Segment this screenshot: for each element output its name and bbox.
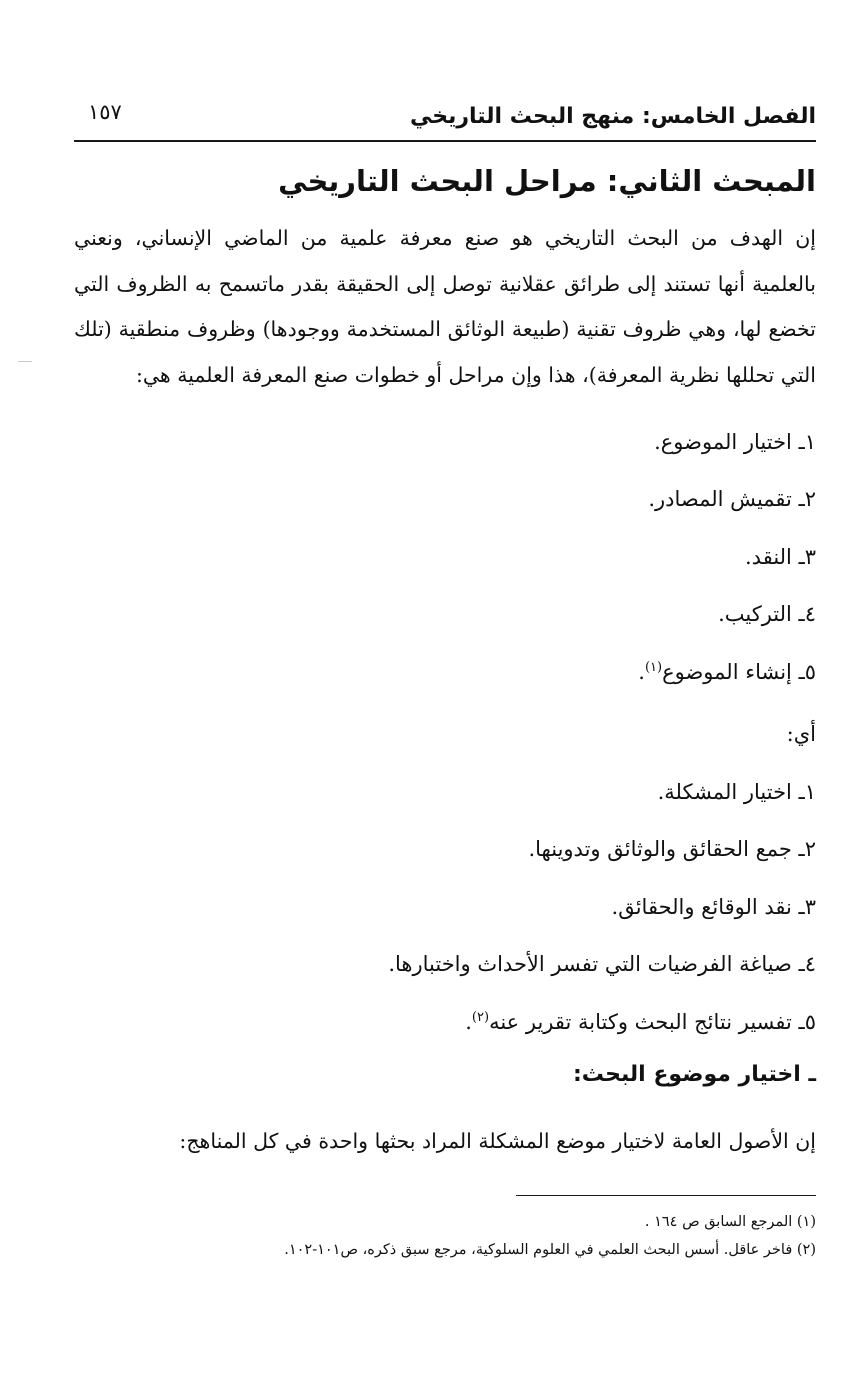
steps-list-primary (74, 414, 816, 701)
footnote: (٢) فاخر عاقل. أسس البحث العلمي في العلوم السلوكية، مرجع سبق ذكره، ص١٠١-١٠٢. (284, 1242, 816, 1258)
list-item: ٢ـ جمع الحقائق والوثائق وتدوينها. (528, 837, 816, 862)
list-item: ٣ـ النقد. (745, 544, 816, 569)
list-item: ١ـ اختيار المشكلة. (657, 780, 816, 804)
section-heading: المبحث الثاني: مراحل البحث التاريخي (278, 164, 816, 198)
footnote-ref: (٢) (471, 1009, 490, 1025)
list-connector-label: أي: (786, 722, 816, 746)
list-item: ٥ـ تفسير نتائج البحث وكتابة تقرير عنه$^{(٢)}$. (465, 1009, 816, 1034)
list-item: ٣ـ نقد الوقائع والحقائق. (611, 894, 816, 919)
list-item: ٤ـ التركيب. (718, 602, 816, 627)
chapter-title: الفصل الخامس: منهج البحث التاريخي (409, 104, 816, 129)
closing-paragraph: إن الأصول العامة لاختيار موضع المشكلة المراد بحثها واحدة في كل المناهج: (179, 1129, 816, 1153)
margin-mark (18, 361, 32, 362)
list-item: ٥ـ إنشاء الموضوع$^{(١)}$. (638, 659, 816, 684)
footnote-ref: (١) (644, 659, 663, 675)
list-item: ٤ـ صياغة الفرضيات التي تفسر الأحداث واختبارها. (388, 952, 816, 977)
intro-paragraph: إن الهدف من البحث التاريخي هو صنع معرفة علمية من الماضي الإنساني، ونعني بالعلمية أنها تستند إلى طرائق عقلانية توصل إلى الحقيقة بقدر ماتسمح به الظروف التي تخضع لها، وهي ظروف تقنية (طبيعة الوثائق المستخدمة ووجودها) وظروف منطقية (تلك التي تحللها نظرية المعرفة)، هذا وإن مراحل أو خطوات صنع المعرفة العلمية هي: (74, 226, 816, 387)
list-item: ٢ـ تقميش المصادر. (648, 487, 816, 512)
footnotes (74, 1208, 816, 1264)
running-header (74, 92, 816, 142)
footnote: (١) المرجع السابق ص ١٦٤ . (644, 1214, 816, 1230)
steps-list-secondary (74, 764, 816, 1051)
subsection-heading: ـ اختيار موضوع البحث: (573, 1062, 816, 1087)
footnote-divider (516, 1195, 816, 1196)
page-number: ١٥٧ (88, 100, 122, 124)
list-item: ١ـ اختيار الموضوع. (654, 430, 816, 454)
